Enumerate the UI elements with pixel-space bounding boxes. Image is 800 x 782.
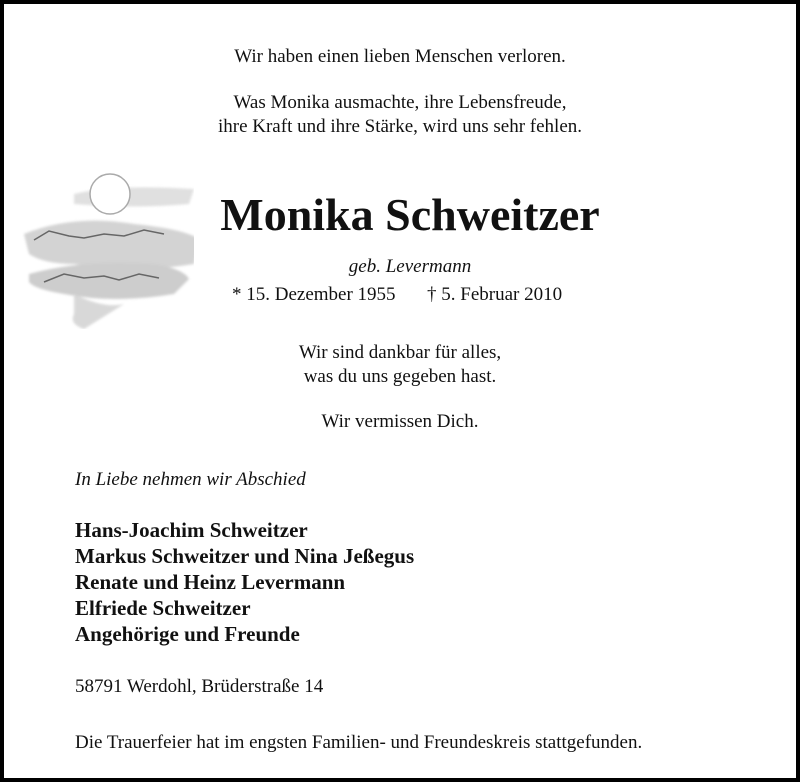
maiden-name: geb. Levermann	[348, 256, 472, 277]
obituary-notice	[4, 4, 796, 778]
death-date: † 5. Februar 2010	[427, 284, 563, 305]
moon-landscape-icon	[14, 164, 194, 329]
ceremony-note: Die Trauerfeier hat im engsten Familien- und Freundeskreis stattgefunden.	[75, 732, 643, 753]
farewell-intro: In Liebe nehmen wir Abschied	[75, 469, 306, 490]
verse-line-1: Wir sind dankbar für alles,	[298, 342, 502, 363]
mourner: Elfriede Schweitzer	[75, 596, 251, 620]
verse-line-3: Wir vermissen Dich.	[321, 411, 479, 432]
verse-line-2: was du uns gegeben hast.	[303, 366, 497, 387]
deceased-name: Monika Schweitzer	[220, 189, 600, 240]
mourner: Renate und Heinz Levermann	[75, 570, 346, 594]
intro-line-3: ihre Kraft und ihre Stärke, wird uns sehr fehlen.	[217, 116, 583, 137]
mourner: Angehörige und Freunde	[75, 622, 300, 646]
mourner: Hans-Joachim Schweitzer	[75, 518, 308, 542]
birth-date: * 15. Dezember 1955	[232, 284, 396, 305]
mourner: Markus Schweitzer und Nina Jeßegus	[75, 544, 415, 568]
address: 58791 Werdohl, Brüderstraße 14	[75, 676, 324, 697]
intro-line-1: Wir haben einen lieben Menschen verloren.	[234, 46, 566, 67]
intro-line-2: Was Monika ausmachte, ihre Lebensfreude,	[233, 92, 567, 113]
